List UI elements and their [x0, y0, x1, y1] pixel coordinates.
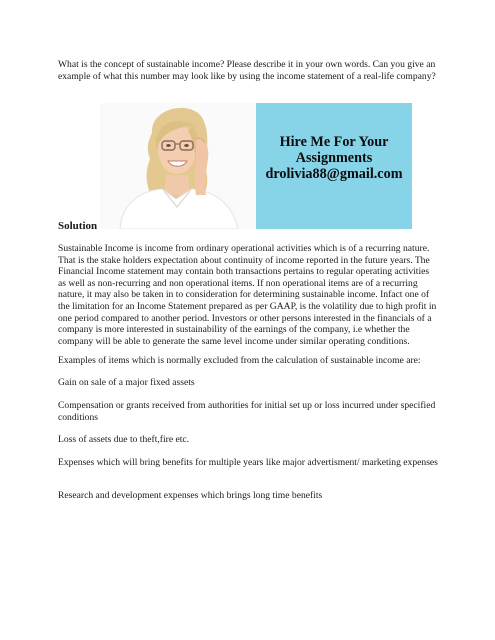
examples-intro: Examples of items which is normally excluded from the calculation of sustainable income are: [58, 355, 421, 366]
example-item-2: Compensation or grants received from authorities for initial set up or loss incurred under specified conditions [58, 400, 436, 423]
example-item-1: Gain on sale of a major fixed assets [58, 377, 195, 388]
definition-paragraph: Sustainable Income is income from ordinary operational activities which is of a recurring nature. That is the stake holders expectation about continuity of income reported in the future years. The Financial Income statement may contain both transactions pertains to regular operating activities as well as non-recurring and non operational items. If non operational items are of a recurring nature, it may also be taken in to consideration for determining sustainable income. Infact one of the limitation for an Income Statement prepared as per GAAP, is the volatility due to high profit in one period compared to another period. Investors or other persons interested in the financials of a company is more interested in sustainability of the earnings of the company, i.e whether the company will be able to generate the same level income under similar operating conditions. [58, 243, 437, 347]
ad-line-2: Assignments [295, 150, 373, 166]
ad-line-1: Hire Me For Your [279, 134, 389, 150]
advertisement-banner [100, 103, 412, 229]
solution-heading: Solution [58, 220, 98, 232]
example-item-4: Expenses which will bring benefits for multiple years like major advertisment/ marketing expenses [58, 457, 438, 468]
question-text: What is the concept of sustainable income? Please describe it in your own words. Can you give an example of what this number may look like by using the income statement of a real-life company? [58, 59, 436, 82]
woman-photo [100, 103, 256, 229]
hire-me-ad [256, 103, 412, 229]
example-item-3: Loss of assets due to theft,fire etc. [58, 434, 190, 445]
example-item-5: Research and development expenses which brings long time benefits [58, 490, 323, 501]
ad-email: drolivia88@gmail.com [265, 166, 403, 182]
